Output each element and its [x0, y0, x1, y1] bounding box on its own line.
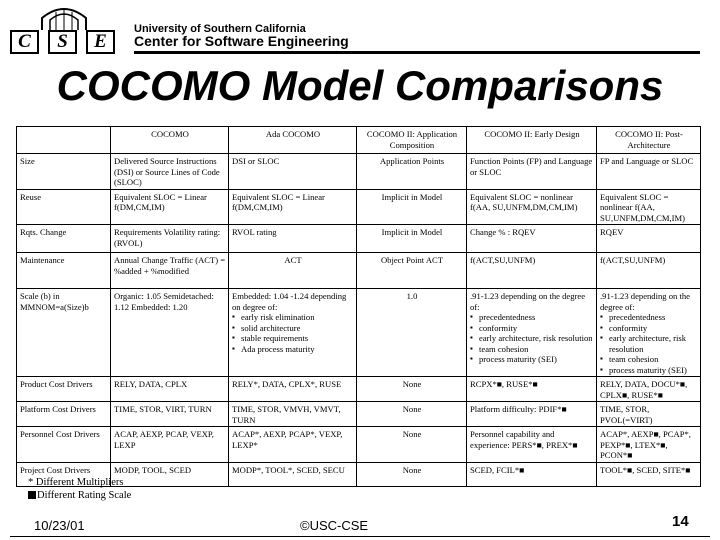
legend-different-rating-scale	[28, 489, 131, 502]
table-row	[17, 189, 701, 225]
row-label: Platform Cost Drivers	[17, 402, 111, 427]
table-row	[17, 377, 701, 402]
table-cell: Function Points (FP) and Language or SLOC	[467, 154, 597, 190]
list-item: ▪ process maturity (SEI)	[600, 365, 698, 376]
table-cell: RELY*, DATA, CPLX*, RUSE	[229, 377, 357, 402]
table-cell	[229, 289, 357, 377]
row-label: Maintenance	[17, 253, 111, 289]
table-cell: Application Points	[357, 154, 467, 190]
header-cell: COCOMO II: Application Composition	[357, 127, 467, 154]
center-name: Center for Software Engineering	[134, 33, 349, 49]
list-item: ▪ process maturity (SEI)	[470, 354, 594, 365]
table-cell: Equivalent SLOC = nonlinear f(AA, SU,UNFM,DM,CM,IM)	[597, 189, 701, 225]
square-icon	[28, 491, 36, 499]
table-row	[17, 402, 701, 427]
legend	[28, 476, 131, 502]
header-cell: COCOMO II: Post-Architecture	[597, 127, 701, 154]
row-label: Rqts. Change	[17, 225, 111, 253]
table-cell: f(ACT,SU,UNFM)	[597, 253, 701, 289]
table-cell: ACAP*, AEXP, PCAP*, VEXP, LEXP*	[229, 427, 357, 463]
table-cell: ACAP*, AEXP■, PCAP*, PEXP*■, LTEX*■, PCON*■	[597, 427, 701, 463]
table-cell: Change % : RQEV	[467, 225, 597, 253]
table-cell: TOOL*■, SCED, SITE*■	[597, 462, 701, 486]
table-cell: Requirements Volatility rating: (RVOL)	[111, 225, 229, 253]
bullet-list	[600, 312, 698, 375]
copyright: ©USC-CSE	[300, 518, 369, 533]
list-item: ▪ early risk elimination	[232, 312, 354, 323]
table-cell: RCPX*■, RUSE*■	[467, 377, 597, 402]
table-cell: TIME, STOR, PVOL(=VIRT)	[597, 402, 701, 427]
list-item: ▪ precedentedness	[470, 312, 594, 323]
table-row	[17, 225, 701, 253]
header-cell: Ada COCOMO	[229, 127, 357, 154]
table-cell: Equivalent SLOC = Linear f(DM,CM,IM)	[229, 189, 357, 225]
table-cell: Equivalent SLOC = nonlinear f(AA, SU,UNFM,DM,CM,IM)	[467, 189, 597, 225]
table-cell: FP and Language or SLOC	[597, 154, 701, 190]
table-cell: ACT	[229, 253, 357, 289]
table-cell: SCED, FCIL*■	[467, 462, 597, 486]
header-cell: COCOMO II: Early Design	[467, 127, 597, 154]
table-cell: DSI or SLOC	[229, 154, 357, 190]
header-cell: COCOMO	[111, 127, 229, 154]
list-item: ▪ early architecture, risk resolution	[600, 333, 698, 354]
table-cell: None	[357, 462, 467, 486]
table-cell: RELY, DATA, DOCU*■, CPLX■, RUSE*■	[597, 377, 701, 402]
list-item: ▪ precedentedness	[600, 312, 698, 323]
page-number: 14	[672, 513, 689, 530]
list-item: ▪ conformity	[600, 323, 698, 334]
table-cell: MODP, TOOL, SCED	[111, 462, 229, 486]
table-header-row	[17, 127, 701, 154]
arch-icon	[40, 6, 88, 30]
table-cell	[597, 289, 701, 377]
table-cell: Equivalent SLOC = Linear f(DM,CM,IM)	[111, 189, 229, 225]
university-name: University of Southern California	[134, 23, 306, 35]
cell-intro: .91-1.23 depending on the degree of:	[470, 291, 586, 312]
row-label: Personnel Cost Drivers	[17, 427, 111, 463]
table-cell: MODP*, TOOL*, SCED, SECU	[229, 462, 357, 486]
row-label: Reuse	[17, 189, 111, 225]
table-cell: RQEV	[597, 225, 701, 253]
table-cell: Object Point ACT	[357, 253, 467, 289]
table-row	[17, 154, 701, 190]
table-cell: Platform difficulty: PDIF*■	[467, 402, 597, 427]
table-cell	[467, 289, 597, 377]
header-divider	[134, 51, 700, 54]
table-cell: ACAP, AEXP, PCAP, VEXP, LEXP	[111, 427, 229, 463]
table-cell: RVOL rating	[229, 225, 357, 253]
logo-letter-e: E	[86, 30, 115, 54]
table-cell: 1.0	[357, 289, 467, 377]
row-label: Product Cost Drivers	[17, 377, 111, 402]
list-item: ▪ conformity	[470, 323, 594, 334]
table-row	[17, 427, 701, 463]
table-row	[17, 289, 701, 377]
comparison-table	[16, 126, 700, 487]
table-cell: RELY, DATA, CPLX	[111, 377, 229, 402]
table-cell: None	[357, 402, 467, 427]
list-item: ▪ team cohesion	[470, 344, 594, 355]
table-cell: Delivered Source Instructions (DSI) or Source Lines of Code (SLOC)	[111, 154, 229, 190]
row-label: Project Cost Drivers	[17, 462, 111, 486]
cell-intro: Embedded: 1.04 -1.24 depending on degree of:	[232, 291, 347, 312]
list-item: ▪ team cohesion	[600, 354, 698, 365]
row-label: Size	[17, 154, 111, 190]
logo-letter-c: C	[10, 30, 39, 54]
cell-intro: .91-1.23 depending on the degree of:	[600, 291, 690, 312]
list-item: ▪ solid architecture	[232, 323, 354, 334]
list-item: ▪ early architecture, risk resolution	[470, 333, 594, 344]
row-label: Scale (b) in MMNOM=a(Size)b	[17, 289, 111, 377]
table-cell: Organic: 1.05 Semidetached: 1.12 Embedded: 1.20	[111, 289, 229, 377]
legend-label: Different Rating Scale	[37, 490, 132, 501]
legend-different-multipliers: * Different Multipliers	[28, 477, 124, 488]
list-item: ▪ Ada process maturity	[232, 344, 354, 355]
logo-letter-s: S	[48, 30, 77, 54]
table-cell: TIME, STOR, VMVH, VMVT, TURN	[229, 402, 357, 427]
bullet-list	[470, 312, 594, 365]
table-cell: f(ACT,SU,UNFM)	[467, 253, 597, 289]
header-cell	[17, 127, 111, 154]
table-cell: Personnel capability and experience: PERS*■, PREX*■	[467, 427, 597, 463]
table-cell: Implicit in Model	[357, 189, 467, 225]
bullet-list	[232, 312, 354, 354]
cse-logo	[10, 6, 122, 58]
table-cell: Implicit in Model	[357, 225, 467, 253]
slide-title: COCOMO Model Comparisons	[56, 62, 664, 109]
list-item: ▪ stable requirements	[232, 333, 354, 344]
table-cell: None	[357, 427, 467, 463]
table-cell: None	[357, 377, 467, 402]
footer-divider	[10, 536, 710, 537]
table-cell: TIME, STOR, VIRT, TURN	[111, 402, 229, 427]
table-cell: Annual Change Traffic (ACT) = %added + %modified	[111, 253, 229, 289]
slide-date: 10/23/01	[34, 518, 85, 533]
table-row	[17, 253, 701, 289]
